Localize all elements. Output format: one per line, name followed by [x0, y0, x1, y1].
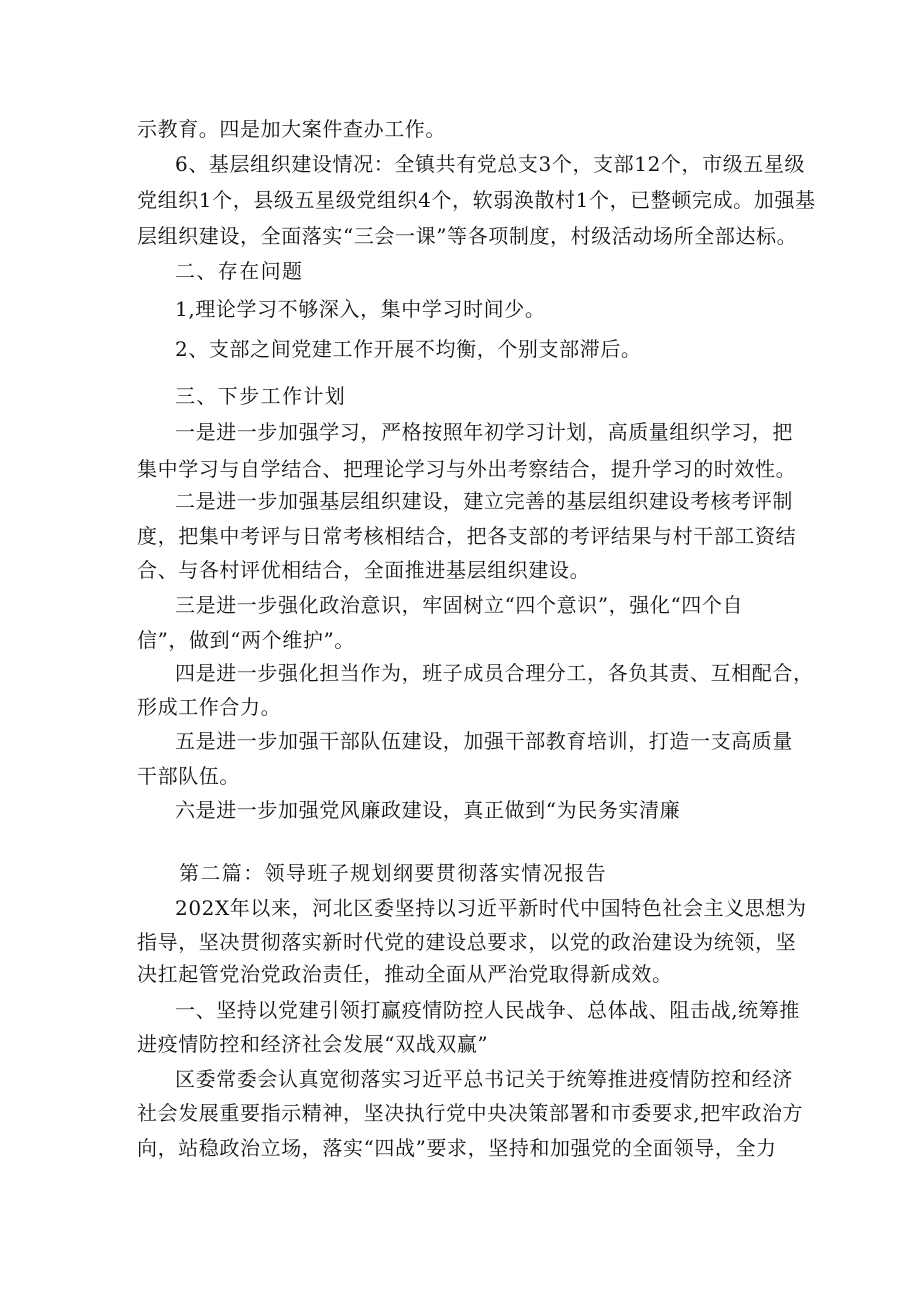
section-heading: 进疫情防控和经济社会发展“双战双赢”: [137, 1032, 489, 1056]
text-line: 四是进一步强化担当作为，班子成员合理分工，各负其责、互相配合，: [175, 661, 814, 685]
text-line: 信”，做到“两个维护”。: [137, 628, 355, 652]
text-line: 干部队伍。: [137, 764, 240, 788]
text-line: 6、基层组织建设情况：全镇共有党总支3个，支部12个，市级五星级: [175, 152, 806, 176]
text-line: 集中学习与自学结合、把理论学习与外出考察结合，提升学习的时效性。: [137, 457, 797, 481]
text-line: 合、与各村评优相结合，全面推进基层组织建设。: [137, 558, 591, 582]
text-line: 1,理论学习不够深入，集中学习时间少。: [175, 297, 546, 321]
text-line: 决扛起管党治党政治责任，推动全面从严治党取得新成效。: [137, 962, 673, 986]
text-line: 六是进一步加强党风廉政建设，真正做到“为民务实清廉: [175, 798, 681, 822]
article-title: 第二篇：领导班子规划纲要贯彻落实情况报告: [179, 861, 607, 885]
text-line: 2、支部之间党建工作开展不均衡，个别支部滞后。: [175, 337, 642, 361]
text-line: 层组织建设，全面落实“三会一课”等各项制度，村级活动场所全部达标。: [137, 224, 798, 248]
text-line: 度，把集中考评与日常考核相结合，把各支部的考评结果与村干部工资结: [137, 524, 797, 548]
text-line: 向，站稳政治立场，落实“四战”要求，坚持和加强党的全面领导，全力: [137, 1136, 777, 1160]
text-line: 三是进一步强化政治意识，牢固树立“四个意识”，强化“四个自: [175, 593, 744, 617]
text-line: 指导，坚决贯彻落实新时代党的建设总要求，以党的政治建设为统领，坚: [137, 930, 797, 954]
section-heading: 二、存在问题: [175, 259, 304, 283]
text-line: 一是进一步加强学习，严格按照年初学习计划，高质量组织学习，把: [175, 420, 793, 444]
section-heading: 三、下步工作计划: [175, 384, 347, 408]
text-line: 党组织1个，县级五星级党组织4个，软弱涣散村1个，已整顿完成。加强基: [137, 188, 816, 212]
text-line: 示教育。四是加大案件查办工作。: [137, 117, 446, 141]
text-line: 社会发展重要指示精神，坚决执行党中央决策部署和市委要求,把牢政治方: [137, 1101, 804, 1125]
section-heading: 一、坚持以党建引领打赢疫情防控人民战争、总体战、阻击战,统筹推: [175, 998, 800, 1022]
text-line: 区委常委会认真宽彻落实习近平总书记关于统筹推进疫情防控和经济: [175, 1067, 793, 1091]
text-line: 202X年以来，河北区委坚持以习近平新时代中国特色社会主义思想为: [175, 896, 807, 920]
text-line: 形成工作合力。: [137, 695, 282, 719]
text-line: 五是进一步加强干部队伍建设，加强干部教育培训，打造一支高质量: [175, 729, 793, 753]
text-line: 二是进一步加强基层组织建设，建立完善的基层组织建设考核考评制: [175, 489, 793, 513]
